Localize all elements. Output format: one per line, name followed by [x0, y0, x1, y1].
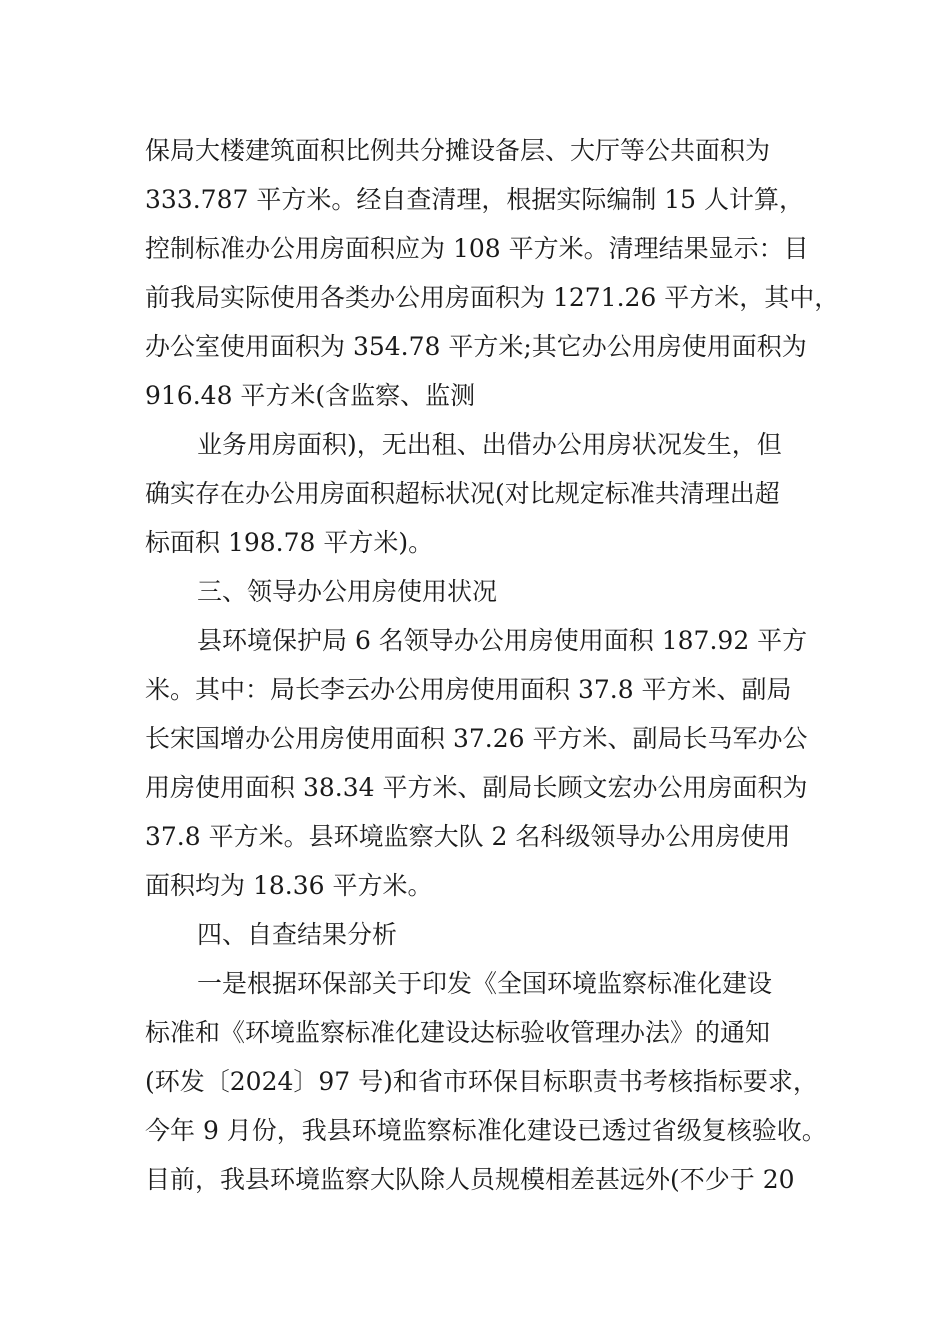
- text-line: 长宋国增办公用房使用面积 37.26 平方米、副局长马军办公: [145, 724, 808, 753]
- text-line: 标面积 198.78 平方米)。: [145, 528, 434, 557]
- text-line: (环发〔2024〕97 号)和省市环保目标职责书考核指标要求，: [145, 1067, 818, 1096]
- document-body: [145, 126, 840, 1204]
- text-line: 用房使用面积 38.34 平方米、副局长顾文宏办公用房面积为: [145, 773, 808, 802]
- section-heading: 三、领导办公用房使用状况: [197, 577, 498, 606]
- text-line: 县环境保护局 6 名领导办公用房使用面积 187.92 平方: [197, 626, 808, 655]
- text-line: 前我局实际使用各类办公用房面积为 1271.26 平方米，其中，: [145, 283, 840, 312]
- text-line: 标准和《环境监察标准化建设达标验收管理办法》的通知: [145, 1018, 771, 1047]
- text-line: 办公室使用面积为 354.78 平方米;其它办公用房使用面积为: [145, 332, 807, 361]
- text-line: 今年 9 月份，我县环境监察标准化建设已透过省级复核验收。: [145, 1116, 827, 1145]
- text-line: 保局大楼建筑面积比例共分摊设备层、大厅等公共面积为: [145, 136, 771, 165]
- text-line: 一是根据环保部关于印发《全国环境监察标准化建设: [197, 969, 773, 998]
- text-line: 目前，我县环境监察大队除人员规模相差甚远外(不少于 20: [145, 1165, 795, 1194]
- section-heading: 四、自查结果分析: [197, 920, 398, 949]
- text-line: 37.8 平方米。县环境监察大队 2 名科级领导办公用房使用: [145, 822, 791, 851]
- text-line: 面积均为 18.36 平方米。: [145, 871, 433, 900]
- text-line: 米。其中：局长李云办公用房使用面积 37.8 平方米、副局: [145, 675, 792, 704]
- text-line: 333.787 平方米。经自查清理，根据实际编制 15 人计算，: [145, 185, 805, 214]
- text-line: 控制标准办公用房面积应为 108 平方米。清理结果显示：目: [145, 234, 809, 263]
- text-line: 916.48 平方米(含监察、监测: [145, 381, 476, 410]
- text-line: 业务用房面积)，无出租、出借办公用房状况发生，但: [197, 430, 782, 459]
- text-line: 确实存在办公用房面积超标状况(对比规定标准共清理出超: [145, 479, 780, 508]
